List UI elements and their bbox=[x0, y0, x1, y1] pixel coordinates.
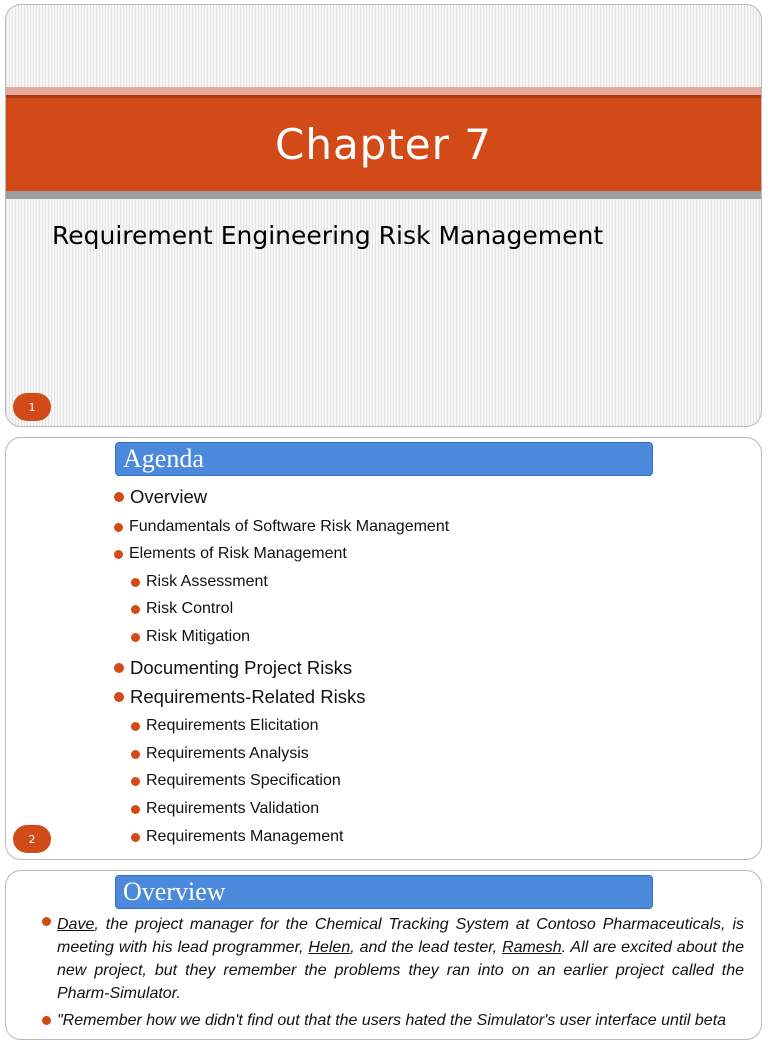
bullet-icon bbox=[114, 692, 124, 702]
overview-paragraph bbox=[57, 1009, 744, 1032]
bullet-icon bbox=[131, 750, 140, 759]
list-item bbox=[114, 486, 207, 508]
title-accent-bottom bbox=[6, 191, 761, 199]
bullet-icon bbox=[131, 633, 140, 642]
list-item bbox=[114, 657, 352, 679]
slide-header: Overview bbox=[115, 875, 653, 909]
list-item bbox=[114, 545, 347, 563]
list-item-label: Documenting Project Risks bbox=[130, 657, 353, 678]
list-item-label: Elements of Risk Management bbox=[129, 545, 347, 562]
slide-subtitle: Requirement Engineering Risk Management bbox=[52, 221, 604, 250]
overview-paragraph bbox=[57, 913, 744, 1005]
bullet-icon bbox=[131, 777, 140, 786]
list-item-label: Requirements Analysis bbox=[146, 745, 309, 762]
list-item-label: Fundamentals of Software Risk Management bbox=[129, 518, 450, 535]
list-item bbox=[114, 518, 449, 536]
paragraph-text: , the project manager for the Chemical Tracking System at Contoso Pharmaceuticals, is meeting with his lead programmer, bbox=[57, 916, 744, 956]
list-item bbox=[131, 772, 341, 790]
slide-number-badge: 1 bbox=[13, 393, 51, 421]
list-item bbox=[131, 600, 233, 618]
list-item-label: Requirements Validation bbox=[146, 800, 320, 817]
bullet-icon bbox=[114, 523, 123, 532]
slide-2 bbox=[5, 437, 762, 860]
list-item bbox=[131, 828, 343, 846]
bullet-icon bbox=[114, 550, 123, 559]
person-name: Ramesh bbox=[502, 939, 562, 956]
list-item-label: Requirements Specification bbox=[146, 772, 341, 789]
bullet-icon bbox=[114, 663, 124, 673]
paragraph-text: "Remember how we didn't find out that the users hated the Simulator's user interface until beta bbox=[57, 1012, 727, 1029]
bullet-icon bbox=[131, 805, 140, 814]
list-item bbox=[131, 745, 309, 763]
list-item-label: Risk Mitigation bbox=[146, 628, 251, 645]
person-name: Helen bbox=[308, 939, 351, 956]
list-item-label: Requirements Elicitation bbox=[146, 717, 319, 734]
paragraph-text: , and the lead tester, bbox=[350, 939, 503, 956]
bullet-icon bbox=[42, 917, 51, 926]
list-item bbox=[131, 717, 319, 735]
chapter-title: Chapter 7 bbox=[275, 120, 492, 169]
paragraph-text: . All are excited about the new project, but they remember the problems they ran into on an earlier project called the Pharm-Simulator. bbox=[57, 939, 745, 1002]
slide-number-badge: 2 bbox=[13, 825, 51, 853]
bullet-icon bbox=[131, 722, 140, 731]
bullet-icon bbox=[131, 833, 140, 842]
bullet-icon bbox=[131, 605, 140, 614]
slide-header: Agenda bbox=[115, 442, 653, 476]
title-accent-top bbox=[6, 87, 761, 95]
list-item-label: Requirements Management bbox=[146, 828, 344, 845]
person-name: Dave bbox=[57, 916, 95, 933]
list-item bbox=[131, 628, 250, 646]
bullet-icon bbox=[114, 492, 124, 502]
title-banner bbox=[6, 95, 761, 191]
list-item bbox=[114, 686, 365, 708]
bullet-icon bbox=[131, 578, 140, 587]
list-item-label: Risk Control bbox=[146, 600, 234, 617]
list-item bbox=[131, 800, 319, 818]
list-item bbox=[131, 573, 268, 591]
slide-3 bbox=[5, 870, 762, 1040]
slide-1 bbox=[5, 4, 762, 427]
list-item-label: Requirements-Related Risks bbox=[130, 686, 366, 707]
list-item-label: Overview bbox=[130, 486, 208, 507]
list-item-label: Risk Assessment bbox=[146, 573, 268, 590]
